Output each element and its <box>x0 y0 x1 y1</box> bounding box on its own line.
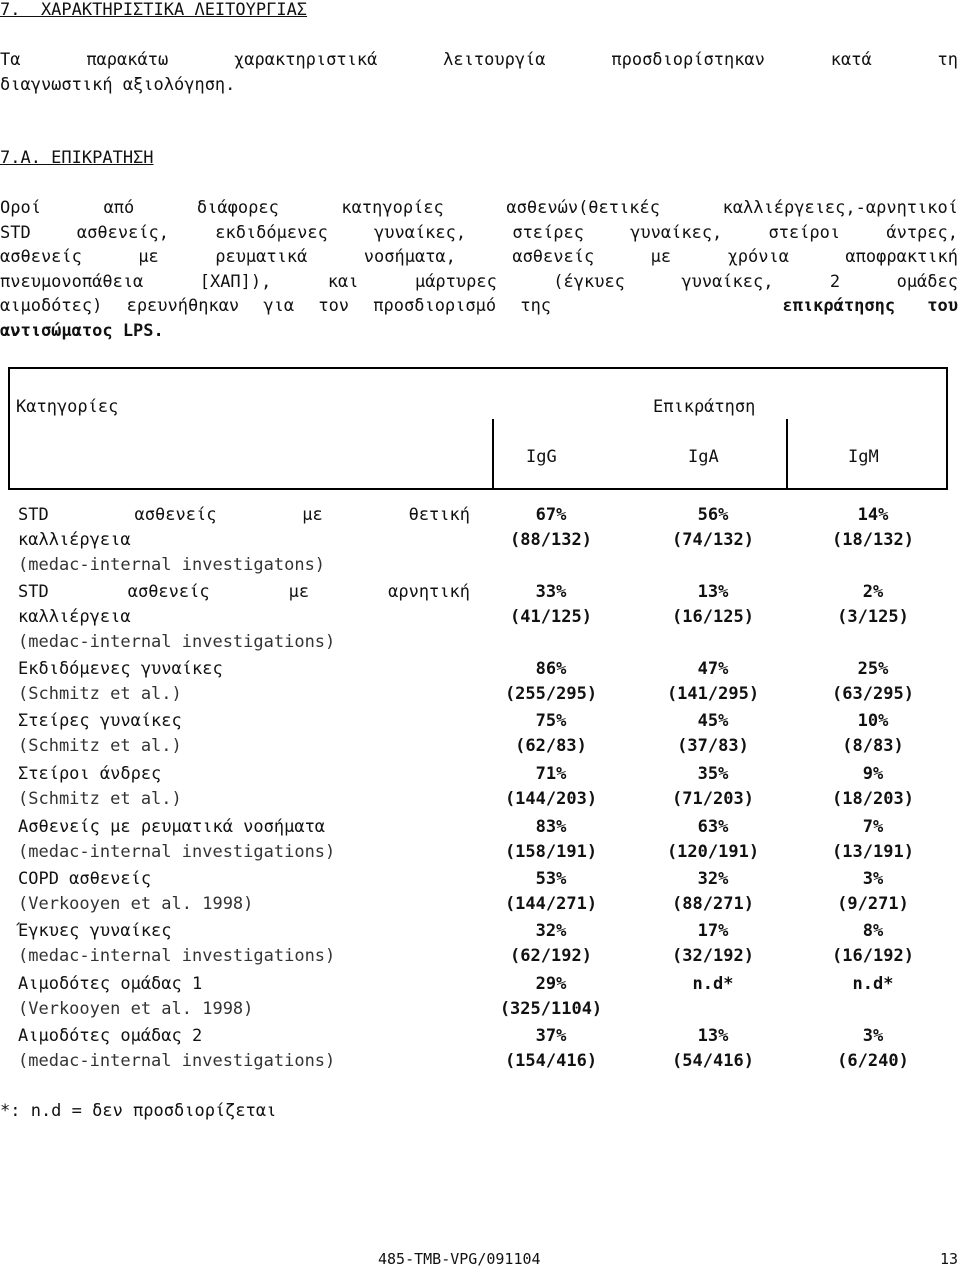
iga-value-cell <box>638 762 788 812</box>
igm-percent: 3% <box>862 869 884 889</box>
igm-count: (8/83) <box>842 736 904 756</box>
body-line-2: STD ασθενείς, εκδιδόμενες γυναίκες, στείρες γυναίκες, στείροι άντρες, <box>0 222 958 243</box>
igg-percent: 75% <box>535 711 567 731</box>
table-top-border <box>8 367 948 369</box>
igm-value-cell <box>798 972 948 997</box>
igm-percent: 3% <box>862 1026 884 1046</box>
igg-count: (325/1104) <box>499 999 603 1019</box>
igm-percent: 9% <box>862 764 884 784</box>
igm-count: (6/240) <box>837 1051 909 1071</box>
igg-value-cell <box>476 580 626 630</box>
category-reference: (medac-internal investigations) <box>18 842 336 862</box>
igm-count: (9/271) <box>837 894 909 914</box>
category-reference: (Schmitz et al.) <box>18 736 182 756</box>
igm-count: (3/125) <box>837 607 909 627</box>
categories-header: Κατηγορίες <box>16 397 119 417</box>
intro-line-1: Τα παρακάτω χαρακτηριστικά λειτουργία προσδιορίστηκαν κατά τη <box>0 50 958 70</box>
body-line-5-bold: επικράτησης του <box>782 296 958 316</box>
igg-percent: 71% <box>535 764 567 784</box>
igg-count: (255/295) <box>504 684 598 704</box>
footnote: *: n.d = δεν προσδιορίζεται <box>0 1101 277 1121</box>
body-line-4: πνευμονοπάθεια [ΧΑΠ]), και μάρτυρες (έγκυες γυναίκες, 2 ομάδες <box>0 271 958 292</box>
igg-percent: 53% <box>535 869 567 889</box>
igg-count: (144/271) <box>504 894 598 914</box>
igg-percent: 32% <box>535 921 567 941</box>
body-line-1: Οροί από διάφορες κατηγορίες ασθενών(θετικές καλλιέργειες,-αρνητικοί <box>0 198 958 218</box>
iga-value-cell <box>638 867 788 917</box>
igg-divider <box>492 419 494 490</box>
igg-count: (62/83) <box>515 736 587 756</box>
iga-value-cell <box>638 972 788 997</box>
igg-value-cell <box>476 972 626 1022</box>
iga-count: (16/125) <box>672 607 754 627</box>
igm-percent: 8% <box>862 921 884 941</box>
prevalence-table <box>8 367 948 1085</box>
category-cell <box>18 503 470 578</box>
category-reference: (medac-internal investigations) <box>18 632 336 652</box>
body-line-6-bold: αντισώματος LPS. <box>0 320 164 341</box>
igm-percent: 14% <box>857 505 889 525</box>
igm-value-cell <box>798 580 948 630</box>
iga-count: (54/416) <box>672 1051 754 1071</box>
category-cell <box>18 972 470 1022</box>
igm-header: IgM <box>848 447 879 467</box>
igm-percent: 2% <box>862 582 884 602</box>
category-cell <box>18 1024 470 1074</box>
category-reference: (Schmitz et al.) <box>18 684 182 704</box>
category-label: Αιμοδότες ομάδας 2 <box>18 1026 203 1046</box>
igg-count: (144/203) <box>504 789 598 809</box>
igm-divider <box>786 419 788 490</box>
igm-value-cell <box>798 815 948 865</box>
iga-percent: 35% <box>697 764 729 784</box>
iga-count: (88/271) <box>672 894 754 914</box>
body-line-5 <box>0 294 958 319</box>
iga-count: (71/203) <box>672 789 754 809</box>
category-cell <box>18 919 470 969</box>
category-label: Εκδιδόμενες γυναίκες <box>18 659 223 679</box>
iga-value-cell <box>638 919 788 969</box>
category-label: Στείρες γυναίκες <box>18 711 182 731</box>
igg-value-cell <box>476 815 626 865</box>
iga-header: IgA <box>688 447 719 467</box>
iga-percent: 45% <box>697 711 729 731</box>
table-right-border <box>946 367 948 490</box>
category-reference: (medac-internal investigatons) <box>18 555 326 575</box>
igm-count: (16/192) <box>832 946 914 966</box>
header-bottom-border <box>8 488 948 490</box>
category-label: καλλιέργεια <box>18 530 131 550</box>
category-cell <box>18 657 470 707</box>
iga-value-cell <box>638 815 788 865</box>
iga-value-cell <box>638 657 788 707</box>
iga-value-cell <box>638 1024 788 1074</box>
intro-line-2: διαγνωστική αξιολόγηση. <box>0 74 236 95</box>
iga-count: (37/83) <box>677 736 749 756</box>
igm-value-cell <box>798 503 948 553</box>
igg-percent: 33% <box>535 582 567 602</box>
document-code: 485-TMB-VPG/091104 <box>378 1250 541 1268</box>
igg-value-cell <box>476 657 626 707</box>
category-label: Έγκυες γυναίκες <box>18 921 172 941</box>
iga-percent: 13% <box>697 582 729 602</box>
igg-percent: 83% <box>535 817 567 837</box>
igg-header: IgG <box>526 447 557 467</box>
iga-percent: 32% <box>697 869 729 889</box>
category-label: Αιμοδότες ομάδας 1 <box>18 974 203 994</box>
igm-percent: 25% <box>857 659 889 679</box>
igm-count: (63/295) <box>832 684 914 704</box>
subsection-title: 7.Α. ΕΠΙΚΡΑΤΗΣΗ <box>0 148 154 168</box>
iga-percent: 47% <box>697 659 729 679</box>
category-cell <box>18 762 470 812</box>
iga-count: (120/191) <box>666 842 760 862</box>
section-heading: 7. ΧΑΡΑΚΤΗΡΙΣΤΙΚΑ ΛΕΙΤΟΥΡΓΙΑΣ <box>0 0 308 20</box>
igm-value-cell <box>798 1024 948 1074</box>
igm-value-cell <box>798 867 948 917</box>
category-label: STD ασθενείς με θετική <box>18 505 470 525</box>
igg-count: (88/132) <box>510 530 592 550</box>
igg-count: (158/191) <box>504 842 598 862</box>
igg-value-cell <box>476 867 626 917</box>
category-cell <box>18 867 470 917</box>
igm-count: (18/132) <box>832 530 914 550</box>
category-reference: (Verkooyen et al. 1998) <box>18 999 254 1019</box>
category-label: COPD ασθενείς <box>18 869 152 889</box>
igg-value-cell <box>476 503 626 553</box>
igg-count: (41/125) <box>510 607 592 627</box>
igm-value-cell <box>798 657 948 707</box>
igg-percent: 29% <box>535 974 567 994</box>
category-cell <box>18 815 470 865</box>
category-label: STD ασθενείς με αρνητική <box>18 582 470 602</box>
iga-percent: n.d* <box>692 974 734 994</box>
category-reference: (Verkooyen et al. 1998) <box>18 894 254 914</box>
igg-count: (154/416) <box>504 1051 598 1071</box>
igm-count: (18/203) <box>832 789 914 809</box>
iga-count: (141/295) <box>666 684 760 704</box>
iga-count: (74/132) <box>672 530 754 550</box>
iga-value-cell <box>638 580 788 630</box>
iga-value-cell <box>638 503 788 553</box>
category-label: Ασθενείς με ρευματικά νοσήματα <box>18 817 326 837</box>
igm-value-cell <box>798 709 948 759</box>
igm-percent: 7% <box>862 817 884 837</box>
category-reference: (Schmitz et al.) <box>18 789 182 809</box>
igg-value-cell <box>476 762 626 812</box>
igm-value-cell <box>798 762 948 812</box>
igg-percent: 37% <box>535 1026 567 1046</box>
body-line-5-text: αιμοδότες) ερευνήθηκαν για τον προσδιορισμό της <box>0 296 552 316</box>
iga-percent: 63% <box>697 817 729 837</box>
iga-percent: 17% <box>697 921 729 941</box>
body-paragraph <box>0 196 958 343</box>
igg-value-cell <box>476 1024 626 1074</box>
igg-percent: 86% <box>535 659 567 679</box>
iga-percent: 13% <box>697 1026 729 1046</box>
category-label: Στείροι άνδρες <box>18 764 162 784</box>
prevalence-header: Επικράτηση <box>653 397 756 417</box>
category-label: καλλιέργεια <box>18 607 131 627</box>
category-cell <box>18 580 470 655</box>
iga-value-cell <box>638 709 788 759</box>
iga-count: (32/192) <box>672 946 754 966</box>
igm-percent: n.d* <box>852 974 894 994</box>
iga-percent: 56% <box>697 505 729 525</box>
category-cell <box>18 709 470 759</box>
table-left-border <box>8 367 10 490</box>
igm-percent: 10% <box>857 711 889 731</box>
igg-count: (62/192) <box>510 946 592 966</box>
igm-count: (13/191) <box>832 842 914 862</box>
igg-value-cell <box>476 709 626 759</box>
intro-paragraph <box>0 48 958 97</box>
page-number: 13 <box>940 1250 959 1268</box>
igm-value-cell <box>798 919 948 969</box>
category-reference: (medac-internal investigations) <box>18 946 336 966</box>
category-reference: (medac-internal investigations) <box>18 1051 336 1071</box>
igg-value-cell <box>476 919 626 969</box>
body-line-3: ασθενείς με ρευματικά νοσήματα, ασθενείς με χρόνια αποφρακτική <box>0 247 958 267</box>
igg-percent: 67% <box>535 505 567 525</box>
